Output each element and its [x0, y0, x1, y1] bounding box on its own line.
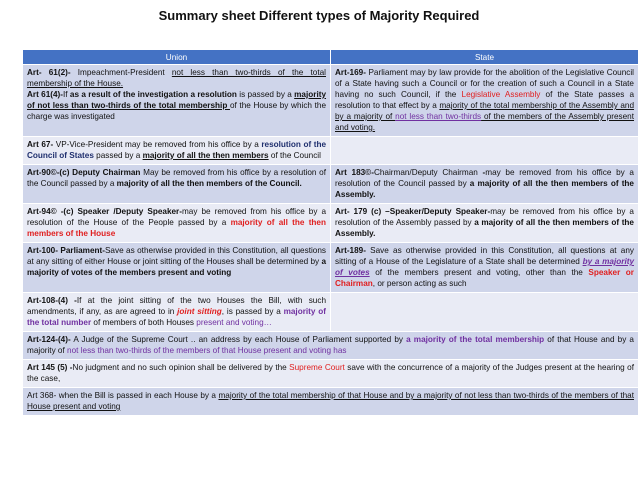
cell-state: [331, 293, 638, 332]
text-run: is passed by a: [236, 90, 295, 99]
text-run: Art-94© -(c) Speaker /Deputy Speaker-: [27, 207, 182, 216]
article-paragraph: [335, 245, 634, 289]
text-run: joint sitting: [177, 307, 222, 316]
text-run: majority of the total membership of the Assembly and by a majority of: [335, 101, 635, 121]
article-paragraph: [27, 206, 326, 239]
text-run: Save as otherwise provided in this Constitution, all questions at any sitting of either House or joint sitting of the Houses shall be determined by: [27, 246, 326, 266]
text-run: If at the joint sitting of the two Houses the Bill, with such amendments, if any, as are agreed to in: [27, 296, 326, 316]
text-run: passed by a: [93, 151, 143, 160]
cell-full-width: [23, 360, 638, 388]
text-run: May be removed from his office by a resolution of the Council passed by a: [27, 168, 326, 188]
text-run: may be removed from his office by a resolution of the Assembly passed by: [335, 207, 634, 227]
article-paragraph: [27, 167, 326, 189]
cell-union: [23, 165, 331, 204]
text-run: majority of the total number: [27, 307, 326, 327]
text-run: not less than two-thirds: [395, 112, 482, 121]
text-run: Parliament may by law provide for the abolition of the Legislative Council of a State having such a Council or for the creation of such a Council in a State having no such Council, if the: [335, 68, 634, 99]
article-paragraph: [335, 167, 634, 200]
text-run: resolution of the Council of States: [27, 140, 327, 160]
cell-state: [331, 65, 638, 137]
text-run: A Judge of the Supreme Court .. an address by each House of Parliament supported by: [70, 335, 407, 344]
text-run: VP-Vice-President may be removed from his office by a: [53, 140, 262, 149]
article-paragraph: [27, 89, 326, 122]
cell-state: [331, 243, 638, 293]
text-run: Art- 61(2)-: [27, 68, 71, 77]
text-run: Chairman/Deputy Chairman: [373, 168, 483, 177]
table-row: [23, 204, 638, 243]
text-run: not less than two-thirds of the total membership of the House.: [27, 68, 326, 88]
text-run: a majority of votes of the members present and voting: [27, 257, 326, 277]
cell-state: [331, 204, 638, 243]
text-run: -: [482, 168, 486, 177]
table-row: [23, 360, 638, 388]
article-paragraph: [27, 362, 634, 384]
table-header-row: [23, 50, 638, 65]
text-run: of the Council: [268, 151, 321, 160]
article-paragraph: [27, 390, 634, 412]
majority-summary-table: [22, 49, 638, 416]
text-run: Supreme Court: [289, 363, 345, 372]
text-run: Art-189-: [335, 246, 366, 255]
text-run: Save as otherwise provided in this Constitution, all questions at any sitting of a House of the Legislature of a State shall be determined: [335, 246, 634, 266]
text-run: Art 61(4)-: [27, 90, 64, 99]
text-run: not less than two-thirds of the members of that House present and voting has: [67, 346, 347, 355]
text-run: majority of the total membership of that House and by a majority of not less than two-thirds of the members of that House present and voting: [27, 391, 634, 411]
text-run: Art 67-: [27, 140, 54, 149]
text-run: If: [63, 90, 70, 99]
text-run: Art-169-: [335, 68, 366, 77]
text-run: by a majority of votes: [335, 257, 634, 277]
table-row: [23, 137, 638, 165]
text-run: majority of not less than two-thirds of the total membership: [27, 90, 327, 110]
cell-union: [23, 293, 331, 332]
article-paragraph: [27, 245, 326, 278]
article-paragraph: [27, 334, 634, 356]
text-run: , or person acting as such: [372, 279, 467, 288]
table-row: [23, 65, 638, 137]
column-header-state: State: [331, 50, 638, 65]
text-run: majority of all the then members of the House: [27, 218, 326, 238]
text-run: , is passed by a: [221, 307, 284, 316]
table-row: [23, 332, 638, 360]
text-run: majority of all the then members: [142, 151, 269, 160]
cell-union: [23, 65, 331, 137]
table-row: [23, 293, 638, 332]
text-run: of the members present and voting, other than the: [369, 268, 589, 277]
article-paragraph: [27, 139, 326, 161]
cell-state: [331, 137, 638, 165]
text-run: of the members of the Assembly present and voting.: [335, 112, 634, 132]
text-run: majority of all the then members of the Council.: [116, 179, 302, 188]
text-run: of the House by which the charge was investigated: [27, 101, 326, 121]
article-paragraph: [335, 206, 634, 239]
text-run: of the State passes a resolution to that effect by a: [335, 90, 635, 110]
cell-union: [23, 243, 331, 293]
text-run: of that House and by a majority of: [27, 335, 634, 355]
text-run: Speaker or Chairman: [335, 268, 634, 288]
text-run: Art 145 (5) -: [27, 363, 73, 372]
text-run: of members of both Houses: [91, 318, 197, 327]
text-run: save with the concurrence of a majority of the Judges present at the hearing of the case,: [27, 363, 634, 383]
text-run: No judgment and no such opinion shall be delivered by the: [72, 363, 290, 372]
text-run: may be removed from his office by a resolution of the Council passed by: [335, 168, 634, 188]
text-run: Art-90©-(c) Deputy Chairman: [27, 168, 141, 177]
text-run: Art-124-(4)-: [27, 335, 71, 344]
cell-state: [331, 165, 638, 204]
text-run: Legislative Assembly: [461, 90, 541, 99]
text-run: Art-100- Parliament-: [27, 246, 105, 255]
cell-union: [23, 204, 331, 243]
text-run: Art 183©-: [335, 168, 374, 177]
article-paragraph: [27, 67, 326, 89]
text-run: as a result of the investigation a resolution: [69, 90, 237, 99]
text-run: Art- 179 (c) –Speaker/Deputy Speaker-: [335, 207, 491, 216]
page-title: Summary sheet Different types of Majority Required: [158, 8, 480, 23]
table-row: [23, 165, 638, 204]
text-run: a majority of all the then members of the Assembly.: [335, 179, 634, 199]
text-run: a majority of the total membership: [406, 335, 545, 344]
text-run: Impeachment-President: [70, 68, 172, 77]
cell-full-width: [23, 388, 638, 416]
text-run: may be removed from his office by a resolution of the House of the People passed by a: [27, 207, 327, 227]
text-run: present and voting…: [196, 318, 272, 327]
text-run: a majority of all the then members of the Assembly.: [335, 218, 634, 238]
table-row: [23, 388, 638, 416]
text-run: Art 368- when the Bill is passed in each House by a: [27, 391, 219, 400]
article-paragraph: [27, 295, 326, 328]
text-run: Art-108-(4) -: [27, 296, 77, 305]
article-paragraph: [335, 67, 634, 133]
table-row: [23, 243, 638, 293]
column-header-union: Union: [23, 50, 331, 65]
cell-union: [23, 137, 331, 165]
cell-full-width: [23, 332, 638, 360]
